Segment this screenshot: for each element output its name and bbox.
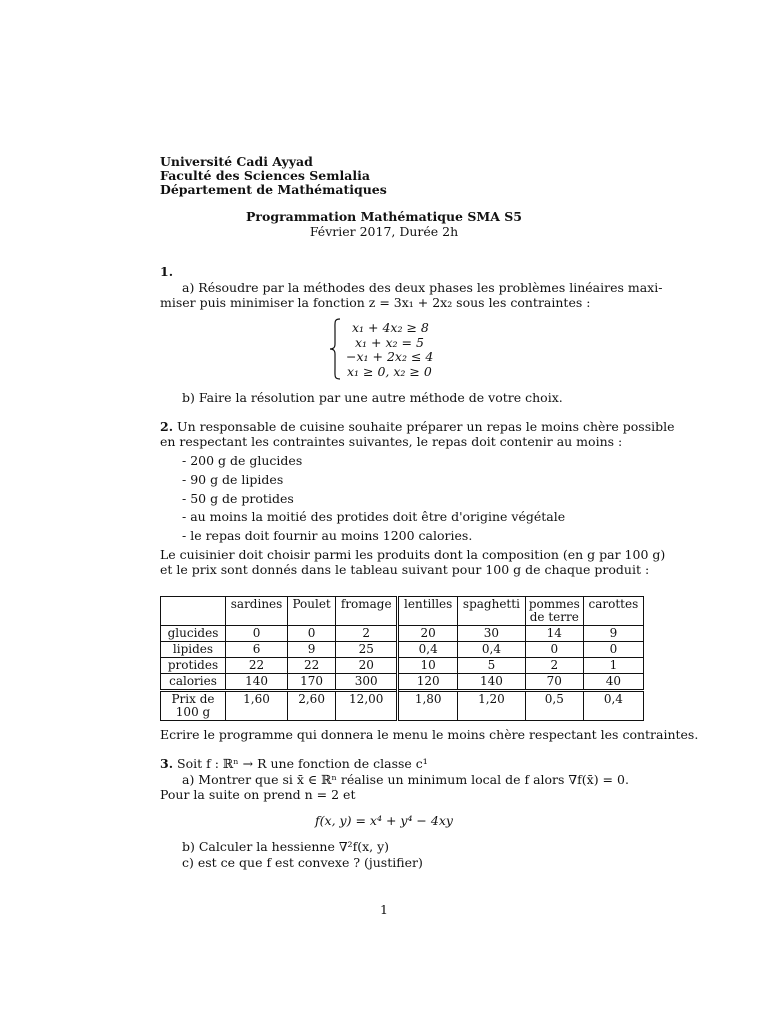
- table-row: [161, 658, 644, 674]
- exercise-3-setup: Pour la suite on prend n = 2 et: [160, 787, 356, 802]
- table-cell: 0,4: [458, 642, 526, 658]
- table-header-cell: Poulet: [288, 597, 336, 626]
- exercise-2-number: 2.: [160, 419, 174, 434]
- table-cell: 20: [336, 658, 398, 674]
- table-cell: 0: [583, 642, 643, 658]
- table-header-cell: spaghetti: [458, 597, 526, 626]
- table-cell: 0: [288, 626, 336, 642]
- table-header-cell: fromage: [336, 597, 398, 626]
- course-title: Programmation Mathématique SMA S5: [246, 209, 522, 224]
- table-cell: 2,60: [288, 691, 336, 721]
- table-header-cell: [161, 597, 226, 626]
- table-header-cell: carottes: [583, 597, 643, 626]
- table-cell: 120: [398, 674, 458, 691]
- table-cell: 30: [458, 626, 526, 642]
- exercise-2-after-line-2: et le prix sont donnés dans le tableau suivant pour 100 g de chaque produit :: [160, 562, 650, 577]
- table-cell: 10: [398, 658, 458, 674]
- table-header-cell: pommes de terre: [525, 597, 583, 626]
- table-row: [161, 674, 644, 691]
- table-cell: 2: [525, 658, 583, 674]
- table-row: [161, 626, 644, 642]
- exercise-3-line-1: [160, 756, 428, 771]
- table-header-cell: sardines: [226, 597, 288, 626]
- composition-table: [160, 596, 644, 721]
- table-cell: Prix de 100 g: [161, 691, 226, 721]
- table-cell: 20: [398, 626, 458, 642]
- requirement-item: - 90 g de lipides: [182, 472, 284, 487]
- requirement-item: - au moins la moitié des protides doit être d'origine végétale: [182, 509, 566, 524]
- exercise-3-intro-text: Soit f : ℝⁿ → R une fonction de classe c¹: [173, 756, 428, 771]
- table-cell: 1: [583, 658, 643, 674]
- table-cell: 300: [336, 674, 398, 691]
- table-cell: 140: [458, 674, 526, 691]
- exercise-3-number: 3.: [160, 756, 174, 771]
- table-cell: 140: [226, 674, 288, 691]
- table-cell: 70: [525, 674, 583, 691]
- table-cell: 9: [288, 642, 336, 658]
- function-formula: f(x, y) = x⁴ + y⁴ − 4xy: [315, 813, 453, 828]
- table-cell: 170: [288, 674, 336, 691]
- table-cell: 2: [336, 626, 398, 642]
- requirement-item: - 200 g de glucides: [182, 453, 303, 468]
- table-cell: lipides: [161, 642, 226, 658]
- table-cell: glucides: [161, 626, 226, 642]
- table-cell: 0,5: [525, 691, 583, 721]
- exercise-2-intro-line-1: [160, 419, 675, 434]
- constraint-4: x₁ ≥ 0, x₂ ≥ 0: [347, 364, 432, 379]
- requirement-item: - 50 g de protides: [182, 491, 294, 506]
- table-cell: 9: [583, 626, 643, 642]
- table-cell: 1,60: [226, 691, 288, 721]
- table-header-cell: lentilles: [398, 597, 458, 626]
- table-cell: 5: [458, 658, 526, 674]
- exercise-3a: a) Montrer que si x̄ ∈ ℝⁿ réalise un minimum local de f alors ∇f(x̄) = 0.: [182, 772, 629, 787]
- faculty-name: Faculté des Sciences Semlalia: [160, 168, 370, 183]
- department-name: Département de Mathématiques: [160, 182, 387, 197]
- table-cell: 0: [226, 626, 288, 642]
- table-cell: 0: [525, 642, 583, 658]
- table-cell: 14: [525, 626, 583, 642]
- table-cell: 6: [226, 642, 288, 658]
- exam-date: Février 2017, Durée 2h: [309, 224, 459, 239]
- table-cell: 40: [583, 674, 643, 691]
- table-cell: 22: [226, 658, 288, 674]
- exercise-3c: c) est ce que f est convexe ? (justifier): [182, 855, 423, 870]
- table-cell: 0,4: [398, 642, 458, 658]
- table-row: [161, 642, 644, 658]
- table-cell: 22: [288, 658, 336, 674]
- table-cell: 12,00: [336, 691, 398, 721]
- table-cell: 25: [336, 642, 398, 658]
- requirement-item: - le repas doit fournir au moins 1200 calories.: [182, 528, 473, 543]
- exercise-2-intro-line-2: en respectant les contraintes suivantes, le repas doit contenir au moins :: [160, 434, 623, 449]
- exercise-1a-line-1: a) Résoudre par la méthodes des deux phases les problèmes linéaires maxi-: [182, 280, 663, 295]
- exercise-1b: b) Faire la résolution par une autre méthode de votre choix.: [182, 390, 563, 405]
- constraint-3: −x₁ + 2x₂ ≤ 4: [346, 349, 434, 364]
- exercise-1-number: 1.: [160, 264, 174, 279]
- exercise-1a-line-2: miser puis minimiser la fonction z = 3x₁ + 2x₂ sous les contraintes :: [160, 295, 591, 310]
- table-cell: 1,20: [458, 691, 526, 721]
- exercise-2-intro-text: Un responsable de cuisine souhaite préparer un repas le moins chère possible: [173, 419, 675, 434]
- table-header-row: [161, 597, 644, 626]
- constraint-2: x₁ + x₂ = 5: [355, 335, 424, 350]
- constraints-brace: [328, 318, 342, 380]
- table-price-row: [161, 691, 644, 721]
- table-cell: 1,80: [398, 691, 458, 721]
- exercise-2-conclusion: Ecrire le programme qui donnera le menu le moins chère respectant les contraintes.: [160, 727, 699, 742]
- table-cell: 0,4: [583, 691, 643, 721]
- table-cell: calories: [161, 674, 226, 691]
- table-cell: protides: [161, 658, 226, 674]
- exercise-2-after-line-1: Le cuisinier doit choisir parmi les produits dont la composition (en g par 100 g): [160, 547, 666, 562]
- constraint-1: x₁ + 4x₂ ≥ 8: [352, 320, 429, 335]
- exercise-3b: b) Calculer la hessienne ∇²f(x, y): [182, 839, 390, 854]
- page-number: 1: [380, 902, 388, 917]
- university-name: Université Cadi Ayyad: [160, 154, 313, 169]
